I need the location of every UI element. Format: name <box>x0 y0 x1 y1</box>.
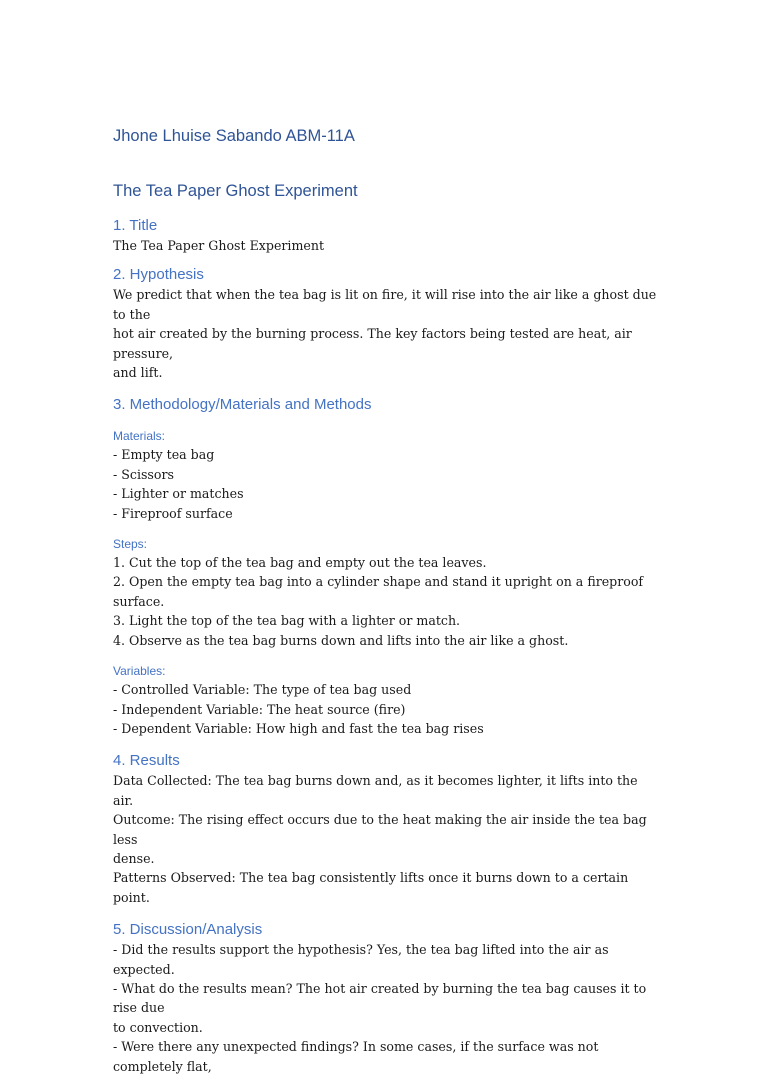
title-text: The Tea Paper Ghost Experiment <box>113 238 325 253</box>
list-item: - Independent Variable: The heat source (fire) <box>113 701 406 717</box>
list-item: - Empty tea bag <box>113 447 215 463</box>
document-body <box>113 124 658 1076</box>
results-paragraph <box>113 771 658 907</box>
section-heading-methodology: 3. Methodology/Materials and Methods <box>113 396 372 414</box>
list-item: 1. Cut the top of the tea bag and empty out the tea leaves. <box>113 555 487 571</box>
text-line: Outcome: The rising effect occurs due to the heat making the air inside the tea bag less <box>113 812 647 847</box>
materials-list <box>113 445 658 523</box>
text-line: Patterns Observed: The tea bag consistently lifts once it burns down to a certain point. <box>113 870 629 905</box>
variables-label: Variables: <box>113 664 166 679</box>
section-heading-results: 4. Results <box>113 752 180 770</box>
text-line: - Did the results support the hypothesis? Yes, the tea bag lifted into the air as expected. <box>113 942 609 977</box>
section-heading-hypothesis: 2. Hypothesis <box>113 266 204 284</box>
text-line: hot air created by the burning process. The key factors being tested are heat, air pressure, <box>113 326 632 361</box>
list-item: - Fireproof surface <box>113 505 233 521</box>
text-line: to convection. <box>113 1019 203 1035</box>
hypothesis-paragraph <box>113 285 658 382</box>
materials-label: Materials: <box>113 429 166 444</box>
list-item: 4. Observe as the tea bag burns down and lifts into the air like a ghost. <box>113 632 569 648</box>
text-line: - What do the results mean? The hot air created by burning the tea bag causes it to rise due <box>113 980 647 1016</box>
steps-label: Steps: <box>113 537 148 552</box>
list-item: - Controlled Variable: The type of tea bag used <box>113 682 412 698</box>
variables-list <box>113 680 658 738</box>
text-line: dense. <box>113 850 155 866</box>
steps-list <box>113 553 658 650</box>
text-line: We predict that when the tea bag is lit on fire, it will rise into the air like a ghost due to the <box>113 287 657 322</box>
section-heading-discussion: 5. Discussion/Analysis <box>113 921 263 939</box>
list-item: 3. Light the top of the tea bag with a lighter or match. <box>113 613 461 629</box>
list-item: - Dependent Variable: How high and fast the tea bag rises <box>113 720 484 736</box>
author-line: Jhone Lhuise Sabando ABM-11A <box>113 127 355 145</box>
text-line: and lift. <box>113 365 163 381</box>
list-item: - Scissors <box>113 466 174 482</box>
document-title: The Tea Paper Ghost Experiment <box>113 182 358 200</box>
text-line: - Were there any unexpected findings? In some cases, if the surface was not completely flat, <box>113 1039 599 1074</box>
text-line: Data Collected: The tea bag burns down and, as it becomes lighter, it lifts into the air. <box>113 773 638 808</box>
list-item: 2. Open the empty tea bag into a cylinder shape and stand it upright on a fireproof surface. <box>113 574 644 609</box>
section-heading-title: 1. Title <box>113 217 158 234</box>
discussion-paragraph <box>113 940 658 1076</box>
list-item: - Lighter or matches <box>113 486 244 502</box>
